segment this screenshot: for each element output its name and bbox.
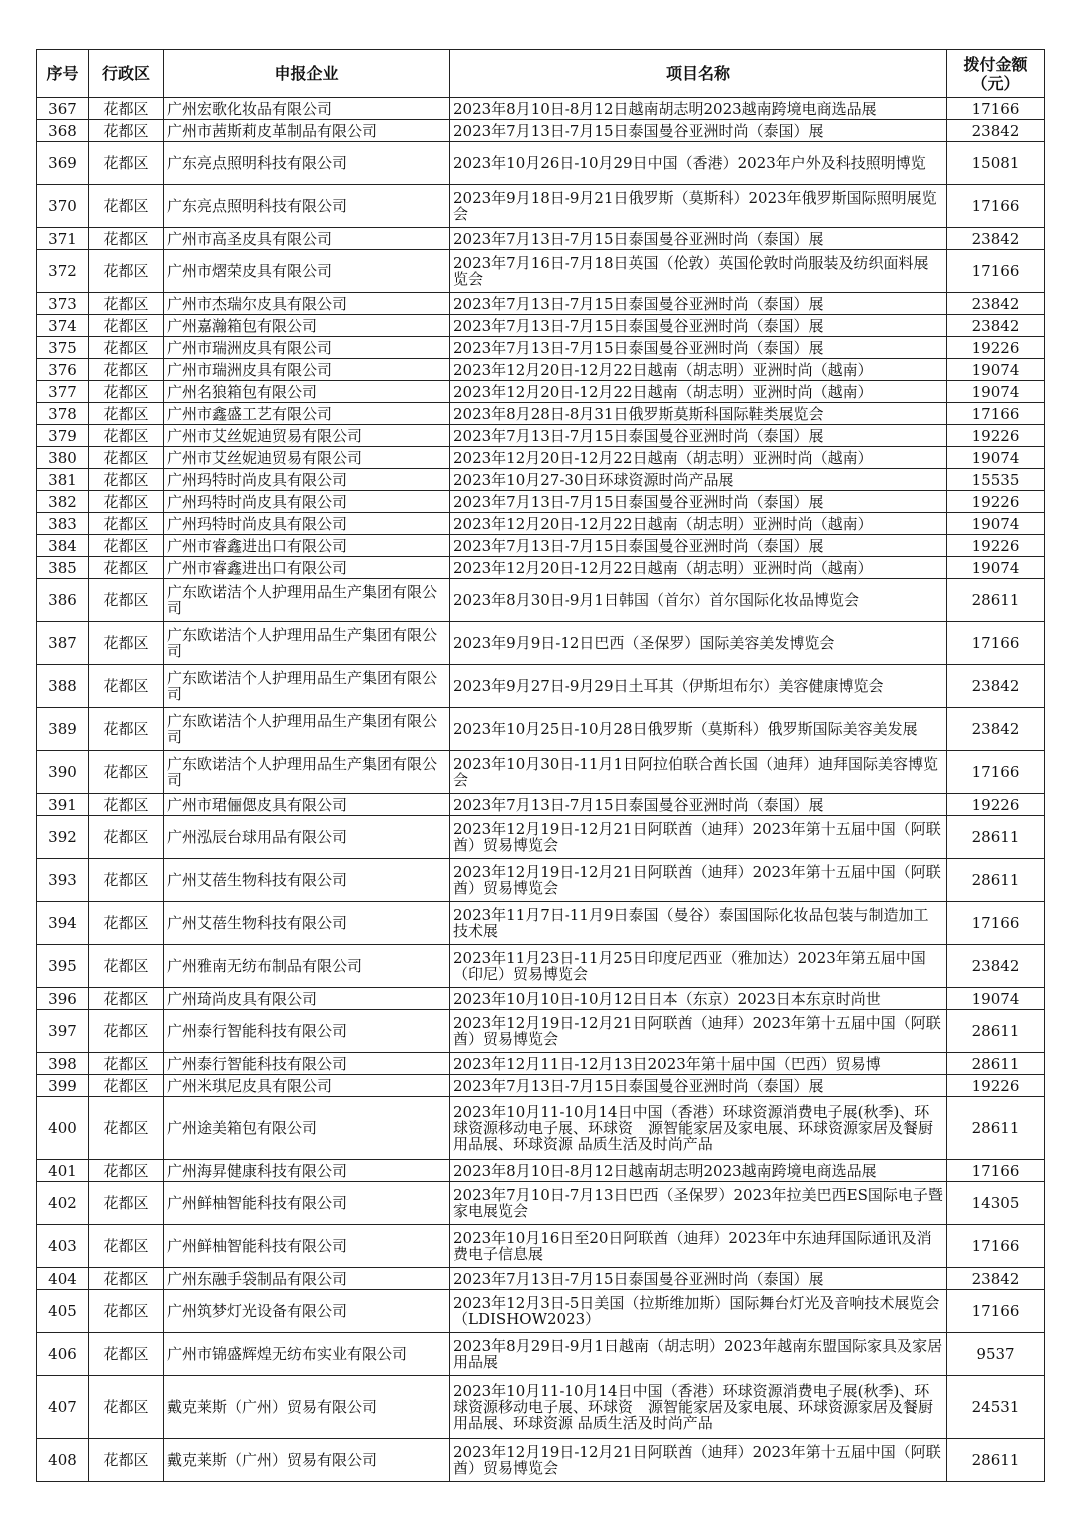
cell-district: 花都区 [89, 1075, 164, 1097]
cell-amount: 23842 [947, 120, 1045, 142]
table-row [37, 859, 1045, 902]
cell-no: 378 [37, 403, 89, 425]
cell-no: 375 [37, 337, 89, 359]
cell-amount: 19226 [947, 535, 1045, 557]
cell-district: 花都区 [89, 1439, 164, 1482]
cell-district: 花都区 [89, 751, 164, 794]
cell-company: 广州市瑞洲皮具有限公司 [164, 359, 450, 381]
cell-company: 广东亮点照明科技有限公司 [164, 185, 450, 228]
funding-table [36, 49, 1045, 1482]
cell-company: 广州玛特时尚皮具有限公司 [164, 469, 450, 491]
cell-amount: 19074 [947, 447, 1045, 469]
cell-no: 404 [37, 1268, 89, 1290]
cell-project: 2023年7月16日-7月18日英国（伦敦）英国伦敦时尚服装及纺织面料展览会 [450, 250, 947, 293]
cell-no: 377 [37, 381, 89, 403]
cell-company: 广州艾蓓生物科技有限公司 [164, 902, 450, 945]
cell-district: 花都区 [89, 1290, 164, 1333]
cell-district: 花都区 [89, 945, 164, 988]
cell-amount: 19226 [947, 1075, 1045, 1097]
cell-district: 花都区 [89, 1053, 164, 1075]
cell-project: 2023年12月20日-12月22日越南（胡志明）亚洲时尚（越南） [450, 557, 947, 579]
cell-project: 2023年9月9日-12日巴西（圣保罗）国际美容美发博览会 [450, 622, 947, 665]
cell-amount: 17166 [947, 1290, 1045, 1333]
table-row [37, 425, 1045, 447]
cell-company: 戴克莱斯（广州）贸易有限公司 [164, 1439, 450, 1482]
cell-company: 广州鲜柚智能科技有限公司 [164, 1225, 450, 1268]
table-row [37, 622, 1045, 665]
cell-company: 广州玛特时尚皮具有限公司 [164, 513, 450, 535]
cell-project: 2023年8月10日-8月12日越南胡志明2023越南跨境电商选品展 [450, 98, 947, 120]
cell-district: 花都区 [89, 447, 164, 469]
cell-district: 花都区 [89, 315, 164, 337]
cell-no: 382 [37, 491, 89, 513]
cell-project: 2023年7月13日-7月15日泰国曼谷亚洲时尚（泰国）展 [450, 425, 947, 447]
table-row [37, 1075, 1045, 1097]
cell-amount: 28611 [947, 1010, 1045, 1053]
table-row [37, 1333, 1045, 1376]
table-row [37, 535, 1045, 557]
header-amount: 拨付金额（元） [947, 50, 1045, 98]
cell-amount: 23842 [947, 228, 1045, 250]
table-row [37, 1268, 1045, 1290]
cell-no: 373 [37, 293, 89, 315]
cell-company: 广州途美箱包有限公司 [164, 1097, 450, 1160]
cell-amount: 17166 [947, 902, 1045, 945]
cell-no: 395 [37, 945, 89, 988]
cell-project: 2023年11月7日-11月9日泰国（曼谷）泰国国际化妆品包装与制造加工技术展 [450, 902, 947, 945]
cell-company: 广州嘉瀚箱包有限公司 [164, 315, 450, 337]
cell-no: 405 [37, 1290, 89, 1333]
cell-company: 广州市鑫盛工艺有限公司 [164, 403, 450, 425]
cell-project: 2023年7月13日-7月15日泰国曼谷亚洲时尚（泰国）展 [450, 337, 947, 359]
table-header-row [37, 50, 1045, 98]
table-row [37, 708, 1045, 751]
table-row [37, 381, 1045, 403]
cell-company: 广东欧诺洁个人护理用品生产集团有限公司 [164, 622, 450, 665]
cell-no: 399 [37, 1075, 89, 1097]
cell-company: 广州宏歌化妆品有限公司 [164, 98, 450, 120]
cell-district: 花都区 [89, 120, 164, 142]
cell-amount: 17166 [947, 622, 1045, 665]
cell-no: 392 [37, 816, 89, 859]
cell-company: 广州市杰瑞尔皮具有限公司 [164, 293, 450, 315]
cell-company: 戴克莱斯（广州）贸易有限公司 [164, 1376, 450, 1439]
cell-no: 393 [37, 859, 89, 902]
cell-amount: 19074 [947, 381, 1045, 403]
cell-no: 403 [37, 1225, 89, 1268]
cell-company: 广州市锦盛辉煌无纺布实业有限公司 [164, 1333, 450, 1376]
cell-project: 2023年10月25日-10月28日俄罗斯（莫斯科）俄罗斯国际美容美发展 [450, 708, 947, 751]
cell-no: 383 [37, 513, 89, 535]
cell-project: 2023年10月27-30日环球资源时尚产品展 [450, 469, 947, 491]
cell-project: 2023年8月10日-8月12日越南胡志明2023越南跨境电商选品展 [450, 1160, 947, 1182]
cell-project: 2023年9月18日-9月21日俄罗斯（莫斯科）2023年俄罗斯国际照明展览会 [450, 185, 947, 228]
table-row [37, 293, 1045, 315]
cell-amount: 19074 [947, 988, 1045, 1010]
cell-company: 广州泰行智能科技有限公司 [164, 1053, 450, 1075]
cell-amount: 23842 [947, 1268, 1045, 1290]
cell-amount: 17166 [947, 250, 1045, 293]
cell-no: 369 [37, 142, 89, 185]
cell-project: 2023年7月13日-7月15日泰国曼谷亚洲时尚（泰国）展 [450, 535, 947, 557]
table-row [37, 403, 1045, 425]
cell-no: 374 [37, 315, 89, 337]
cell-no: 390 [37, 751, 89, 794]
cell-project: 2023年7月13日-7月15日泰国曼谷亚洲时尚（泰国）展 [450, 1075, 947, 1097]
table-row [37, 1010, 1045, 1053]
cell-company: 广州米琪尼皮具有限公司 [164, 1075, 450, 1097]
cell-district: 花都区 [89, 1376, 164, 1439]
cell-company: 广州市艾丝妮迪贸易有限公司 [164, 447, 450, 469]
cell-district: 花都区 [89, 665, 164, 708]
cell-company: 广州筑梦灯光设备有限公司 [164, 1290, 450, 1333]
cell-no: 367 [37, 98, 89, 120]
cell-no: 389 [37, 708, 89, 751]
cell-amount: 19074 [947, 513, 1045, 535]
header-no: 序号 [37, 50, 89, 98]
cell-amount: 19226 [947, 491, 1045, 513]
cell-district: 花都区 [89, 185, 164, 228]
cell-company: 广东欧诺洁个人护理用品生产集团有限公司 [164, 665, 450, 708]
cell-district: 花都区 [89, 359, 164, 381]
cell-project: 2023年10月26日-10月29日中国（香港）2023年户外及科技照明博览 [450, 142, 947, 185]
cell-no: 380 [37, 447, 89, 469]
cell-no: 397 [37, 1010, 89, 1053]
cell-district: 花都区 [89, 1097, 164, 1160]
table-row [37, 315, 1045, 337]
table-row [37, 988, 1045, 1010]
cell-district: 花都区 [89, 859, 164, 902]
cell-district: 花都区 [89, 902, 164, 945]
table-row [37, 579, 1045, 622]
cell-district: 花都区 [89, 708, 164, 751]
cell-amount: 19226 [947, 425, 1045, 447]
cell-company: 广州雅南无纺布制品有限公司 [164, 945, 450, 988]
cell-company: 广东欧诺洁个人护理用品生产集团有限公司 [164, 751, 450, 794]
table-row [37, 1290, 1045, 1333]
cell-no: 368 [37, 120, 89, 142]
cell-no: 371 [37, 228, 89, 250]
table-row [37, 337, 1045, 359]
cell-project: 2023年7月13日-7月15日泰国曼谷亚洲时尚（泰国）展 [450, 228, 947, 250]
cell-amount: 19226 [947, 794, 1045, 816]
cell-company: 广州艾蓓生物科技有限公司 [164, 859, 450, 902]
cell-amount: 19226 [947, 337, 1045, 359]
cell-amount: 23842 [947, 708, 1045, 751]
table-row [37, 228, 1045, 250]
cell-district: 花都区 [89, 557, 164, 579]
cell-district: 花都区 [89, 142, 164, 185]
cell-no: 394 [37, 902, 89, 945]
cell-district: 花都区 [89, 293, 164, 315]
cell-no: 385 [37, 557, 89, 579]
header-district: 行政区 [89, 50, 164, 98]
cell-project: 2023年8月29日-9月1日越南（胡志明）2023年越南东盟国际家具及家居用品展 [450, 1333, 947, 1376]
cell-no: 391 [37, 794, 89, 816]
cell-amount: 28611 [947, 816, 1045, 859]
table-row [37, 359, 1045, 381]
cell-no: 406 [37, 1333, 89, 1376]
cell-amount: 14305 [947, 1182, 1045, 1225]
cell-company: 广州海昇健康科技有限公司 [164, 1160, 450, 1182]
cell-district: 花都区 [89, 1182, 164, 1225]
cell-company: 广州市珺俪偲皮具有限公司 [164, 794, 450, 816]
table-row [37, 1225, 1045, 1268]
table-row [37, 1160, 1045, 1182]
cell-no: 387 [37, 622, 89, 665]
cell-no: 402 [37, 1182, 89, 1225]
cell-company: 广州市瑞洲皮具有限公司 [164, 337, 450, 359]
cell-amount: 17166 [947, 1225, 1045, 1268]
table-row [37, 1439, 1045, 1482]
cell-no: 401 [37, 1160, 89, 1182]
cell-company: 广州市睿鑫进出口有限公司 [164, 535, 450, 557]
table-row [37, 469, 1045, 491]
table-row [37, 98, 1045, 120]
cell-amount: 28611 [947, 1053, 1045, 1075]
cell-amount: 17166 [947, 185, 1045, 228]
cell-project: 2023年12月19日-12月21日阿联酋（迪拜）2023年第十五届中国（阿联酋）贸易博览会 [450, 1010, 947, 1053]
cell-project: 2023年12月19日-12月21日阿联酋（迪拜）2023年第十五届中国（阿联酋）贸易博览会 [450, 859, 947, 902]
cell-district: 花都区 [89, 1225, 164, 1268]
cell-company: 广州东融手袋制品有限公司 [164, 1268, 450, 1290]
cell-project: 2023年12月20日-12月22日越南（胡志明）亚洲时尚（越南） [450, 359, 947, 381]
cell-company: 广东亮点照明科技有限公司 [164, 142, 450, 185]
cell-company: 广东欧诺洁个人护理用品生产集团有限公司 [164, 579, 450, 622]
cell-company: 广州市睿鑫进出口有限公司 [164, 557, 450, 579]
cell-district: 花都区 [89, 381, 164, 403]
cell-district: 花都区 [89, 513, 164, 535]
table-row [37, 142, 1045, 185]
table-row [37, 185, 1045, 228]
cell-district: 花都区 [89, 794, 164, 816]
cell-district: 花都区 [89, 425, 164, 447]
cell-project: 2023年7月13日-7月15日泰国曼谷亚洲时尚（泰国）展 [450, 315, 947, 337]
cell-district: 花都区 [89, 1333, 164, 1376]
cell-amount: 17166 [947, 403, 1045, 425]
cell-no: 398 [37, 1053, 89, 1075]
header-project: 项目名称 [450, 50, 947, 98]
document-page [36, 49, 1044, 1482]
cell-amount: 17166 [947, 751, 1045, 794]
cell-district: 花都区 [89, 1160, 164, 1182]
cell-no: 386 [37, 579, 89, 622]
cell-no: 384 [37, 535, 89, 557]
cell-no: 408 [37, 1439, 89, 1482]
table-row [37, 491, 1045, 513]
cell-no: 379 [37, 425, 89, 447]
cell-district: 花都区 [89, 622, 164, 665]
cell-amount: 28611 [947, 1097, 1045, 1160]
cell-no: 370 [37, 185, 89, 228]
cell-district: 花都区 [89, 816, 164, 859]
cell-project: 2023年10月11-10月14日中国（香港）环球资源消费电子展(秋季)、环球资源移动电子展、环球资 源智能家居及家电展、环球资源家居及餐厨用品展、环球资源 品质生活及时尚产品 [450, 1097, 947, 1160]
cell-amount: 23842 [947, 665, 1045, 708]
cell-company: 广州名狼箱包有限公司 [164, 381, 450, 403]
table-row [37, 250, 1045, 293]
cell-project: 2023年12月3日-5日美国（拉斯维加斯）国际舞台灯光及音响技术展览会（LDISHOW2023） [450, 1290, 947, 1333]
cell-project: 2023年12月20日-12月22日越南（胡志明）亚洲时尚（越南） [450, 447, 947, 469]
cell-amount: 17166 [947, 1160, 1045, 1182]
cell-project: 2023年12月11日-12月13日2023年第十届中国（巴西）贸易博 [450, 1053, 947, 1075]
cell-project: 2023年10月10日-10月12日日本（东京）2023日本东京时尚世 [450, 988, 947, 1010]
cell-district: 花都区 [89, 403, 164, 425]
table-row [37, 945, 1045, 988]
header-company: 申报企业 [164, 50, 450, 98]
table-row [37, 1053, 1045, 1075]
table-row [37, 902, 1045, 945]
table-row [37, 816, 1045, 859]
cell-project: 2023年7月13日-7月15日泰国曼谷亚洲时尚（泰国）展 [450, 120, 947, 142]
cell-amount: 19074 [947, 557, 1045, 579]
table-row [37, 447, 1045, 469]
cell-amount: 24531 [947, 1376, 1045, 1439]
cell-district: 花都区 [89, 1010, 164, 1053]
cell-project: 2023年7月10日-7月13日巴西（圣保罗）2023年拉美巴西ES国际电子暨家电展览会 [450, 1182, 947, 1225]
cell-project: 2023年7月13日-7月15日泰国曼谷亚洲时尚（泰国）展 [450, 794, 947, 816]
cell-amount: 15535 [947, 469, 1045, 491]
cell-company: 广州市熠荣皮具有限公司 [164, 250, 450, 293]
table-body [37, 98, 1045, 1482]
cell-district: 花都区 [89, 250, 164, 293]
cell-project: 2023年11月23日-11月25日印度尼西亚（雅加达）2023年第五届中国（印尼）贸易博览会 [450, 945, 947, 988]
cell-project: 2023年7月13日-7月15日泰国曼谷亚洲时尚（泰国）展 [450, 491, 947, 513]
cell-amount: 23842 [947, 315, 1045, 337]
cell-project: 2023年8月28日-8月31日俄罗斯莫斯科国际鞋类展览会 [450, 403, 947, 425]
cell-project: 2023年12月19日-12月21日阿联酋（迪拜）2023年第十五届中国（阿联酋）贸易博览会 [450, 816, 947, 859]
table-row [37, 1376, 1045, 1439]
cell-no: 376 [37, 359, 89, 381]
cell-district: 花都区 [89, 98, 164, 120]
cell-project: 2023年8月30日-9月1日韩国（首尔）首尔国际化妆品博览会 [450, 579, 947, 622]
cell-amount: 9537 [947, 1333, 1045, 1376]
cell-amount: 28611 [947, 1439, 1045, 1482]
cell-company: 广州市高圣皮具有限公司 [164, 228, 450, 250]
cell-company: 广州玛特时尚皮具有限公司 [164, 491, 450, 513]
cell-amount: 17166 [947, 98, 1045, 120]
table-row [37, 665, 1045, 708]
cell-district: 花都区 [89, 469, 164, 491]
cell-project: 2023年9月27日-9月29日土耳其（伊斯坦布尔）美容健康博览会 [450, 665, 947, 708]
cell-no: 372 [37, 250, 89, 293]
cell-district: 花都区 [89, 535, 164, 557]
cell-project: 2023年12月20日-12月22日越南（胡志明）亚洲时尚（越南） [450, 381, 947, 403]
cell-district: 花都区 [89, 337, 164, 359]
cell-project: 2023年10月16日至20日阿联酋（迪拜）2023年中东迪拜国际通讯及消费电子信息展 [450, 1225, 947, 1268]
cell-district: 花都区 [89, 1268, 164, 1290]
cell-company: 广州泓辰台球用品有限公司 [164, 816, 450, 859]
cell-project: 2023年12月19日-12月21日阿联酋（迪拜）2023年第十五届中国（阿联酋）贸易博览会 [450, 1439, 947, 1482]
cell-project: 2023年12月20日-12月22日越南（胡志明）亚洲时尚（越南） [450, 513, 947, 535]
cell-project: 2023年7月13日-7月15日泰国曼谷亚洲时尚（泰国）展 [450, 293, 947, 315]
table-row [37, 1097, 1045, 1160]
cell-company: 广州市艾丝妮迪贸易有限公司 [164, 425, 450, 447]
cell-project: 2023年7月13日-7月15日泰国曼谷亚洲时尚（泰国）展 [450, 1268, 947, 1290]
cell-amount: 15081 [947, 142, 1045, 185]
cell-amount: 28611 [947, 579, 1045, 622]
table-row [37, 120, 1045, 142]
cell-amount: 23842 [947, 293, 1045, 315]
cell-company: 广州琦尚皮具有限公司 [164, 988, 450, 1010]
cell-no: 400 [37, 1097, 89, 1160]
cell-company: 广州泰行智能科技有限公司 [164, 1010, 450, 1053]
cell-no: 388 [37, 665, 89, 708]
table-row [37, 751, 1045, 794]
cell-project: 2023年10月11-10月14日中国（香港）环球资源消费电子展(秋季)、环球资源移动电子展、环球资 源智能家居及家电展、环球资源家居及餐厨用品展、环球资源 品质生活及时尚产品 [450, 1376, 947, 1439]
table-row [37, 557, 1045, 579]
cell-district: 花都区 [89, 988, 164, 1010]
cell-district: 花都区 [89, 579, 164, 622]
cell-company: 广州市茜斯莉皮革制品有限公司 [164, 120, 450, 142]
cell-amount: 23842 [947, 945, 1045, 988]
cell-company: 广州鲜柚智能科技有限公司 [164, 1182, 450, 1225]
cell-project: 2023年10月30日-11月1日阿拉伯联合酋长国（迪拜）迪拜国际美容博览会 [450, 751, 947, 794]
table-row [37, 1182, 1045, 1225]
cell-company: 广东欧诺洁个人护理用品生产集团有限公司 [164, 708, 450, 751]
cell-district: 花都区 [89, 491, 164, 513]
cell-district: 花都区 [89, 228, 164, 250]
table-row [37, 513, 1045, 535]
cell-amount: 28611 [947, 859, 1045, 902]
table-row [37, 794, 1045, 816]
cell-no: 407 [37, 1376, 89, 1439]
cell-no: 396 [37, 988, 89, 1010]
cell-amount: 19074 [947, 359, 1045, 381]
cell-no: 381 [37, 469, 89, 491]
